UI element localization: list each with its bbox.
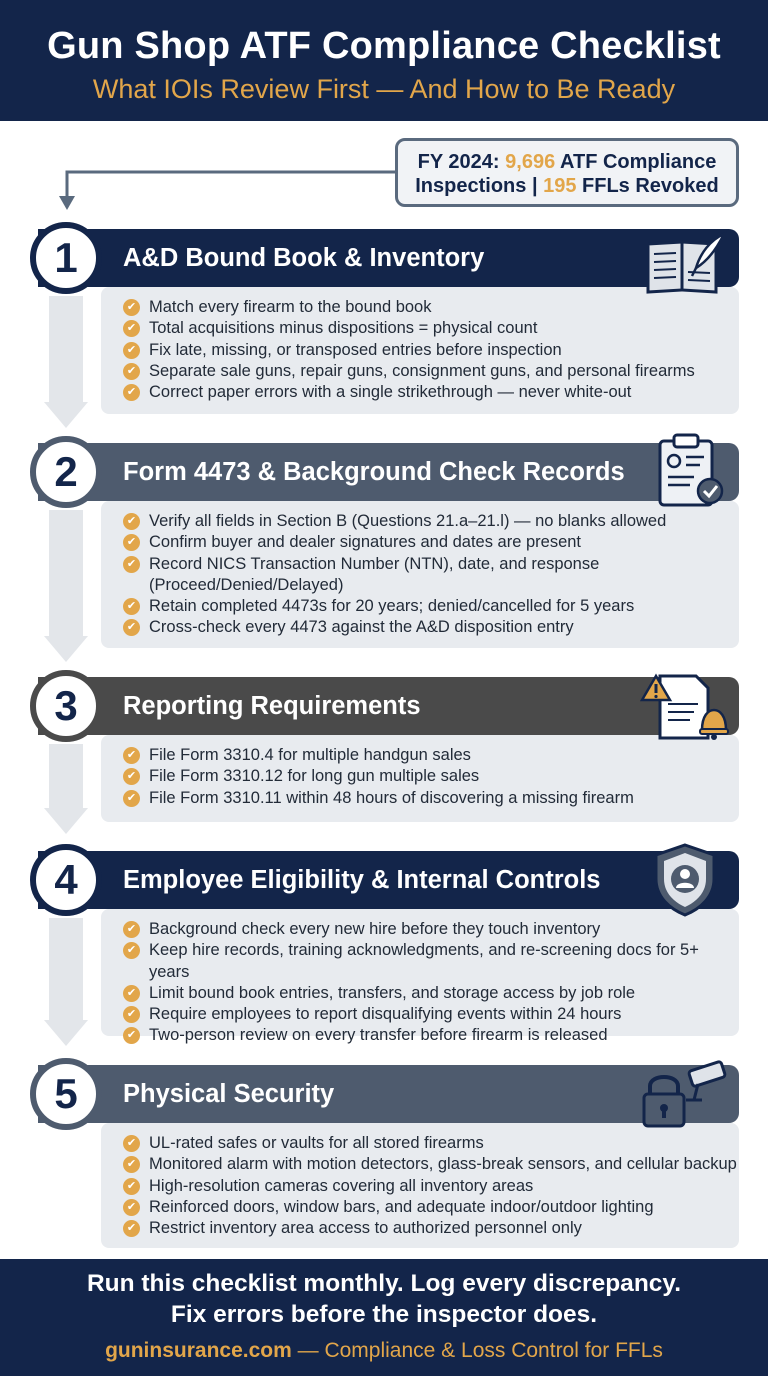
checklist-item: ✔ Limit bound book entries, transfers, and storage access by job role — [123, 983, 739, 1004]
flow-rail-3 — [49, 744, 83, 810]
footer-tagline: — Compliance & Loss Control for FFLs — [291, 1339, 663, 1362]
checklist-item: ✔ Cross-check every 4473 against the A&D disposition entry — [123, 617, 739, 638]
flow-arrow-4 — [44, 1020, 88, 1046]
checklist-item: ✔ Keep hire records, training acknowledgments, and re-screening docs for 5+ years — [123, 940, 739, 983]
section-title: Physical Security — [123, 1080, 335, 1108]
clipboard-check-icon — [640, 433, 730, 507]
section-title: Employee Eligibility & Internal Controls — [123, 866, 601, 894]
step-number-badge: 4 — [30, 844, 102, 916]
checklist-item: ✔ File Form 3310.12 for long gun multiple sales — [123, 766, 739, 787]
step-number-badge: 5 — [30, 1058, 102, 1130]
checklist-item: ✔ UL-rated safes or vaults for all stored firearms — [123, 1133, 739, 1154]
page-title: Gun Shop ATF Compliance Checklist — [47, 25, 721, 67]
stat-prefix-2: Inspections | — [415, 175, 544, 197]
open-book-quill-icon — [640, 228, 730, 302]
checklist — [101, 287, 739, 403]
padlock-camera-icon — [640, 1056, 730, 1130]
section-checklist — [101, 501, 739, 648]
checklist-item: ✔ Two-person review on every transfer before firearm is released — [123, 1025, 739, 1046]
section-title: Reporting Requirements — [123, 692, 421, 720]
checklist-item: ✔ Confirm buyer and dealer signatures and dates are present — [123, 532, 739, 553]
checklist-item: ✔ High-resolution cameras covering all inventory areas — [123, 1176, 739, 1197]
stat-line-2 — [398, 174, 736, 198]
stat-connector-arrow — [56, 168, 398, 214]
flow-arrow-2 — [44, 636, 88, 662]
site-link[interactable]: guninsurance.com — [105, 1339, 292, 1362]
checklist-item: ✔ File Form 3310.4 for multiple handgun sales — [123, 745, 739, 766]
footer-line-2: Fix errors before the inspector does. — [170, 1301, 598, 1328]
flow-arrow-3 — [44, 808, 88, 834]
checklist — [101, 1123, 739, 1239]
checklist-item: ✔ Monitored alarm with motion detectors, glass-break sensors, and cellular backup — [123, 1154, 739, 1175]
section-header — [38, 229, 739, 287]
section-header — [38, 443, 739, 501]
checklist — [101, 501, 739, 639]
stat-callout — [395, 138, 739, 207]
section-title: Form 4473 & Background Check Records — [123, 458, 625, 486]
flow-rail-4 — [49, 918, 83, 1022]
checklist-item: ✔ Correct paper errors with a single strikethrough — never white-out — [123, 382, 739, 403]
checklist-item: ✔ Background check every new hire before they touch inventory — [123, 919, 739, 940]
checklist-item: ✔ Retain completed 4473s for 20 years; denied/cancelled for 5 years — [123, 596, 739, 617]
inspections-count: 9,696 — [505, 151, 556, 173]
warning-document-bell-icon — [640, 668, 730, 742]
shield-person-icon — [640, 843, 730, 917]
header-banner — [0, 0, 768, 121]
section-header — [38, 677, 739, 735]
section-checklist — [101, 287, 739, 414]
section-checklist — [101, 909, 739, 1045]
step-number-badge: 1 — [30, 222, 102, 294]
checklist-item: ✔ Reinforced doors, window bars, and adequate indoor/outdoor lighting — [123, 1197, 739, 1218]
checklist-item: ✔ Total acquisitions minus dispositions = physical count — [123, 318, 739, 339]
step-number-badge: 3 — [30, 670, 102, 742]
footer-credit — [0, 1336, 768, 1366]
section-title: A&D Bound Book & Inventory — [123, 244, 485, 272]
stat-suffix: ATF Compliance — [555, 151, 717, 173]
checklist-item: ✔ Separate sale guns, repair guns, consignment guns, and personal firearms — [123, 361, 739, 382]
checklist — [101, 909, 739, 1047]
stat-line-1 — [398, 150, 736, 174]
page-subtitle: What IOIs Review First — And How to Be Ready — [92, 74, 676, 104]
section-header — [38, 851, 739, 909]
checklist-item: ✔ Match every firearm to the bound book — [123, 297, 739, 318]
stat-suffix-2: FFLs Revoked — [576, 175, 719, 197]
section-checklist — [101, 1123, 739, 1248]
section-checklist — [101, 735, 739, 822]
flow-rail-1 — [49, 296, 83, 404]
stat-prefix: FY 2024: — [417, 151, 506, 173]
checklist-item: ✔ Verify all fields in Section B (Questions 21.a–21.l) — no blanks allowed — [123, 511, 739, 532]
flow-rail-2 — [49, 510, 83, 638]
checklist-item: ✔ Record NICS Transaction Number (NTN), date, and response (Proceed/Denied/Delayed) — [123, 554, 739, 597]
footer-line-1: Run this checklist monthly. Log every discrepancy. — [86, 1270, 682, 1297]
footer-banner — [0, 1259, 768, 1376]
checklist-item: ✔ Fix late, missing, or transposed entries before inspection — [123, 340, 739, 361]
checklist-item: ✔ Require employees to report disqualifying events within 24 hours — [123, 1004, 739, 1025]
checklist — [101, 735, 739, 809]
revoked-count: 195 — [543, 175, 577, 197]
flow-arrow-1 — [44, 402, 88, 428]
checklist-item: ✔ File Form 3310.11 within 48 hours of discovering a missing firearm — [123, 788, 739, 809]
section-header — [38, 1065, 739, 1123]
step-number-badge: 2 — [30, 436, 102, 508]
checklist-item: ✔ Restrict inventory area access to authorized personnel only — [123, 1218, 739, 1239]
